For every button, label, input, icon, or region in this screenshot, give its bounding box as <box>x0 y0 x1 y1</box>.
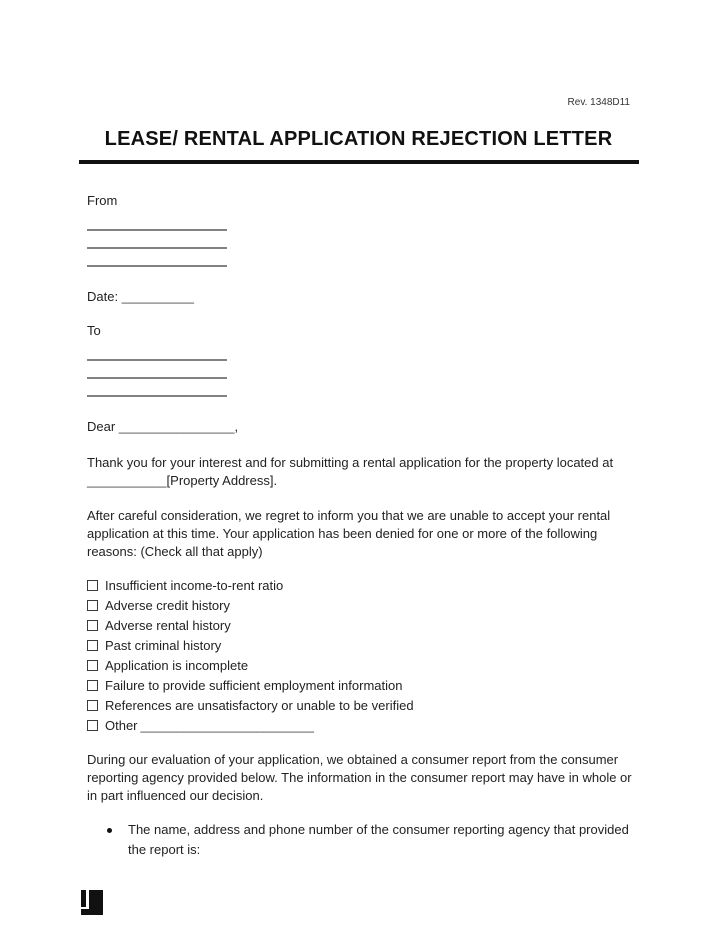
checkbox-icon <box>87 700 98 711</box>
checklist-item-label: Insufficient income-to-rent ratio <box>105 577 284 593</box>
checkbox-icon <box>87 640 98 651</box>
checkbox-icon <box>87 660 98 671</box>
intro-line-1: Thank you for your interest and for submitting a rental application for the property located at <box>87 455 614 470</box>
consumer-report-paragraph <box>87 751 630 805</box>
from-blank-lines <box>87 213 227 267</box>
document-title: LEASE/ RENTAL APPLICATION REJECTION LETTER <box>104 128 613 150</box>
salutation-blank: ________________ <box>118 419 235 434</box>
agency-bullet-item <box>87 820 630 860</box>
checklist-item-criminal-history <box>87 635 630 655</box>
checklist-item-references <box>87 695 630 715</box>
checkbox-icon <box>87 600 98 611</box>
checklist-item-label: Adverse rental history <box>105 617 231 633</box>
to-blank-lines <box>87 343 227 397</box>
salutation-prefix: Dear <box>87 419 116 434</box>
blank-line <box>87 343 227 361</box>
agency-bullet-line-1: The name, address and phone number of the consumer reporting agency that provided <box>128 822 629 837</box>
title-divider <box>79 160 639 164</box>
consideration-paragraph <box>87 507 630 561</box>
consumer-report-line-3: in part influenced our decision. <box>87 788 264 803</box>
blank-line <box>87 231 227 249</box>
date-line <box>87 289 630 304</box>
date-blank: __________ <box>121 289 195 304</box>
checklist-item-label: Adverse credit history <box>105 597 230 613</box>
consideration-line-3: reasons: (Check all that apply) <box>87 544 263 559</box>
to-label: To <box>87 323 101 338</box>
checklist-item-label: Other <box>105 717 138 733</box>
from-label: From <box>87 193 118 208</box>
bullet-icon <box>107 828 112 833</box>
blank-line <box>87 249 227 267</box>
blank-line <box>87 361 227 379</box>
checkbox-icon <box>87 580 98 591</box>
consumer-report-line-1: During our evaluation of your application, we obtained a consumer report from the consumer <box>87 752 619 767</box>
checkbox-icon <box>87 720 98 731</box>
consumer-report-line-2: reporting agency provided below. The information in the consumer report may have in whole or <box>87 770 632 785</box>
consideration-line-2: application at this time. Your application has been denied for one or more of the following <box>87 526 598 541</box>
checkbox-icon <box>87 620 98 631</box>
date-label: Date: <box>87 289 119 304</box>
checklist-item-label: References are unsatisfactory or unable to be verified <box>105 697 414 713</box>
consideration-line-1: After careful consideration, we regret to inform you that we are unable to accept your rental <box>87 508 611 523</box>
blank-line <box>87 379 227 397</box>
checklist-item-insufficient-income <box>87 575 630 595</box>
checklist-item-label: Application is incomplete <box>105 657 249 673</box>
checklist-item-incomplete-application <box>87 655 630 675</box>
other-reason-blank: ________________________ <box>140 717 315 733</box>
blank-line <box>87 213 227 231</box>
revision-number: Rev. 1348D11 <box>567 97 630 108</box>
checklist-item-label: Past criminal history <box>105 637 222 653</box>
intro-line-2 <box>87 472 630 490</box>
property-address-blank: ___________ <box>87 473 167 488</box>
agency-bullet-text <box>128 820 629 860</box>
legal-templates-logo-icon <box>81 890 103 916</box>
checklist-item-other <box>87 715 630 735</box>
checklist-item-adverse-rental <box>87 615 630 635</box>
intro-paragraph <box>87 454 630 490</box>
salutation-comma: , <box>234 419 239 434</box>
checklist-item-adverse-credit <box>87 595 630 615</box>
rejection-reasons-checklist <box>87 575 630 735</box>
salutation-line <box>87 419 630 434</box>
property-address-placeholder: [Property Address]. <box>166 473 278 488</box>
checklist-item-employment-information <box>87 675 630 695</box>
checkbox-icon <box>87 680 98 691</box>
checklist-item-label: Failure to provide sufficient employment information <box>105 677 403 693</box>
agency-bullet-line-2: the report is: <box>128 842 201 857</box>
